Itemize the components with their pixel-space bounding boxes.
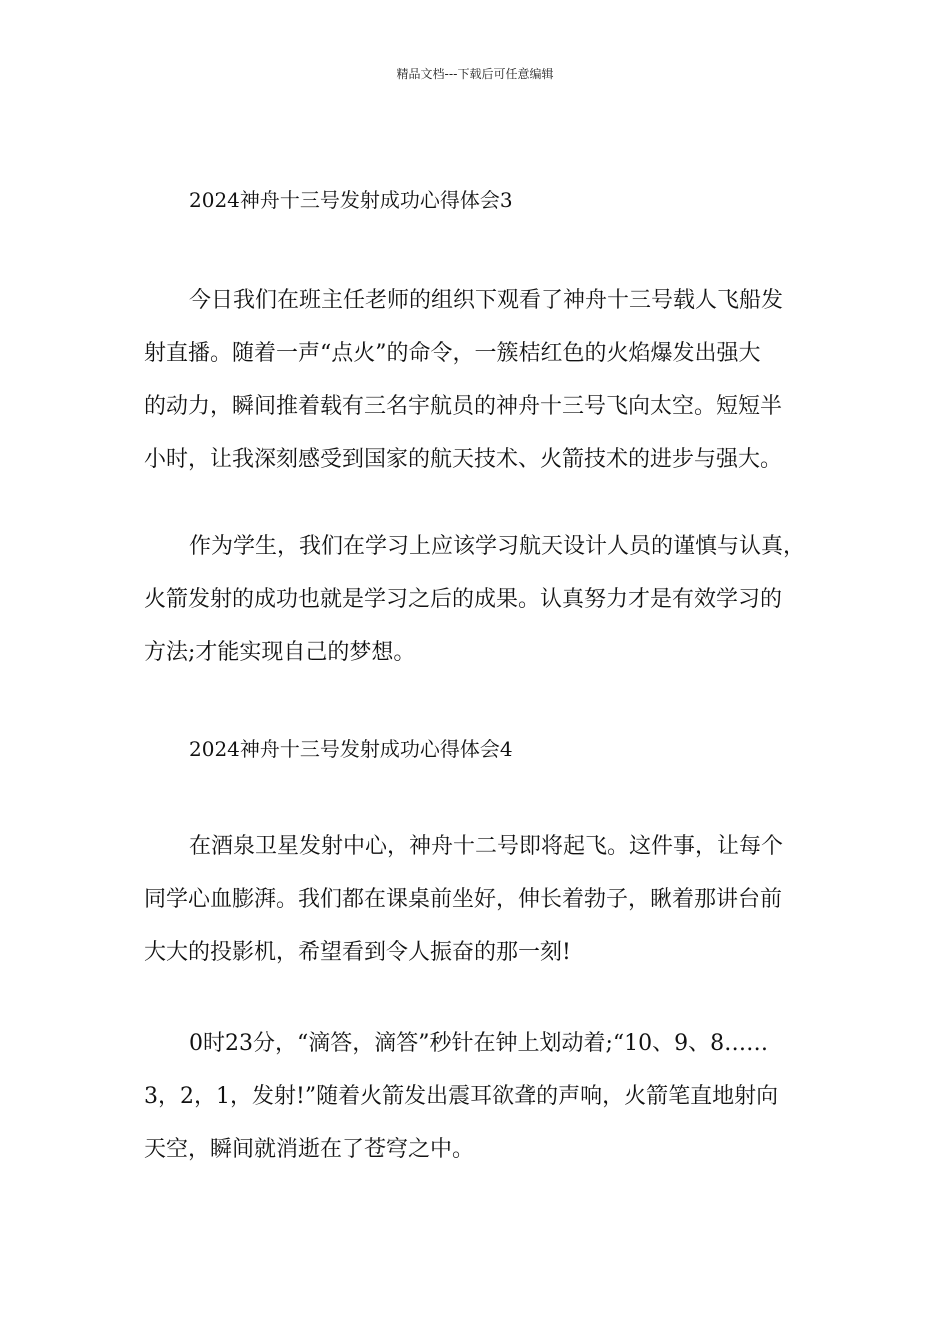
paragraph (144, 520, 844, 679)
paragraph-line: 大大的投影机，希望看到令人振奋的那一刻! (144, 940, 571, 965)
paragraph-line: 方法;才能实现自己的梦想。 (144, 640, 416, 665)
paragraph (144, 274, 844, 486)
paragraph-line: 3，2，1，发射!”随着火箭发出震耳欲聋的声响，火箭笔直地射向 (144, 1084, 779, 1109)
paragraph-line: 今日我们在班主任老师的组织下观看了神舟十三号载人飞船发 (189, 288, 784, 313)
section-heading: 2024神舟十三号发射成功心得体会4 (189, 737, 513, 761)
paragraph-line: 射直播。随着一声“点火”的命令，一簇桔红色的火焰爆发出强大 (144, 341, 761, 366)
paragraph-line: 火箭发射的成功也就是学习之后的成果。认真努力才是有效学习的 (144, 587, 783, 612)
paragraph-line: 作为学生，我们在学习上应该学习航天设计人员的谨慎与认真， (189, 534, 806, 559)
paragraph-line: 同学心血膨湃。我们都在课桌前坐好，伸长着勃子，瞅着那讲台前 (144, 887, 783, 912)
paragraph-line: 天空，瞬间就消逝在了苍穹之中。 (144, 1137, 475, 1162)
paragraph-line: 小时，让我深刻感受到国家的航天技术、火箭技术的进步与强大。 (144, 447, 783, 472)
paragraph (144, 1017, 844, 1176)
paragraph (144, 820, 844, 979)
section-heading: 2024神舟十三号发射成功心得体会3 (189, 188, 513, 212)
page-header: 精品文档---下载后可任意编辑 (396, 67, 554, 81)
paragraph-line: 的动力，瞬间推着载有三名宇航员的神舟十三号飞向太空。短短半 (144, 394, 783, 419)
paragraph-line: 在酒泉卫星发射中心，神舟十二号即将起飞。这件事，让每个 (189, 834, 784, 859)
paragraph-line: 0时23分，“滴答，滴答”秒针在钟上划动着;“10、9、8…… (189, 1031, 769, 1056)
